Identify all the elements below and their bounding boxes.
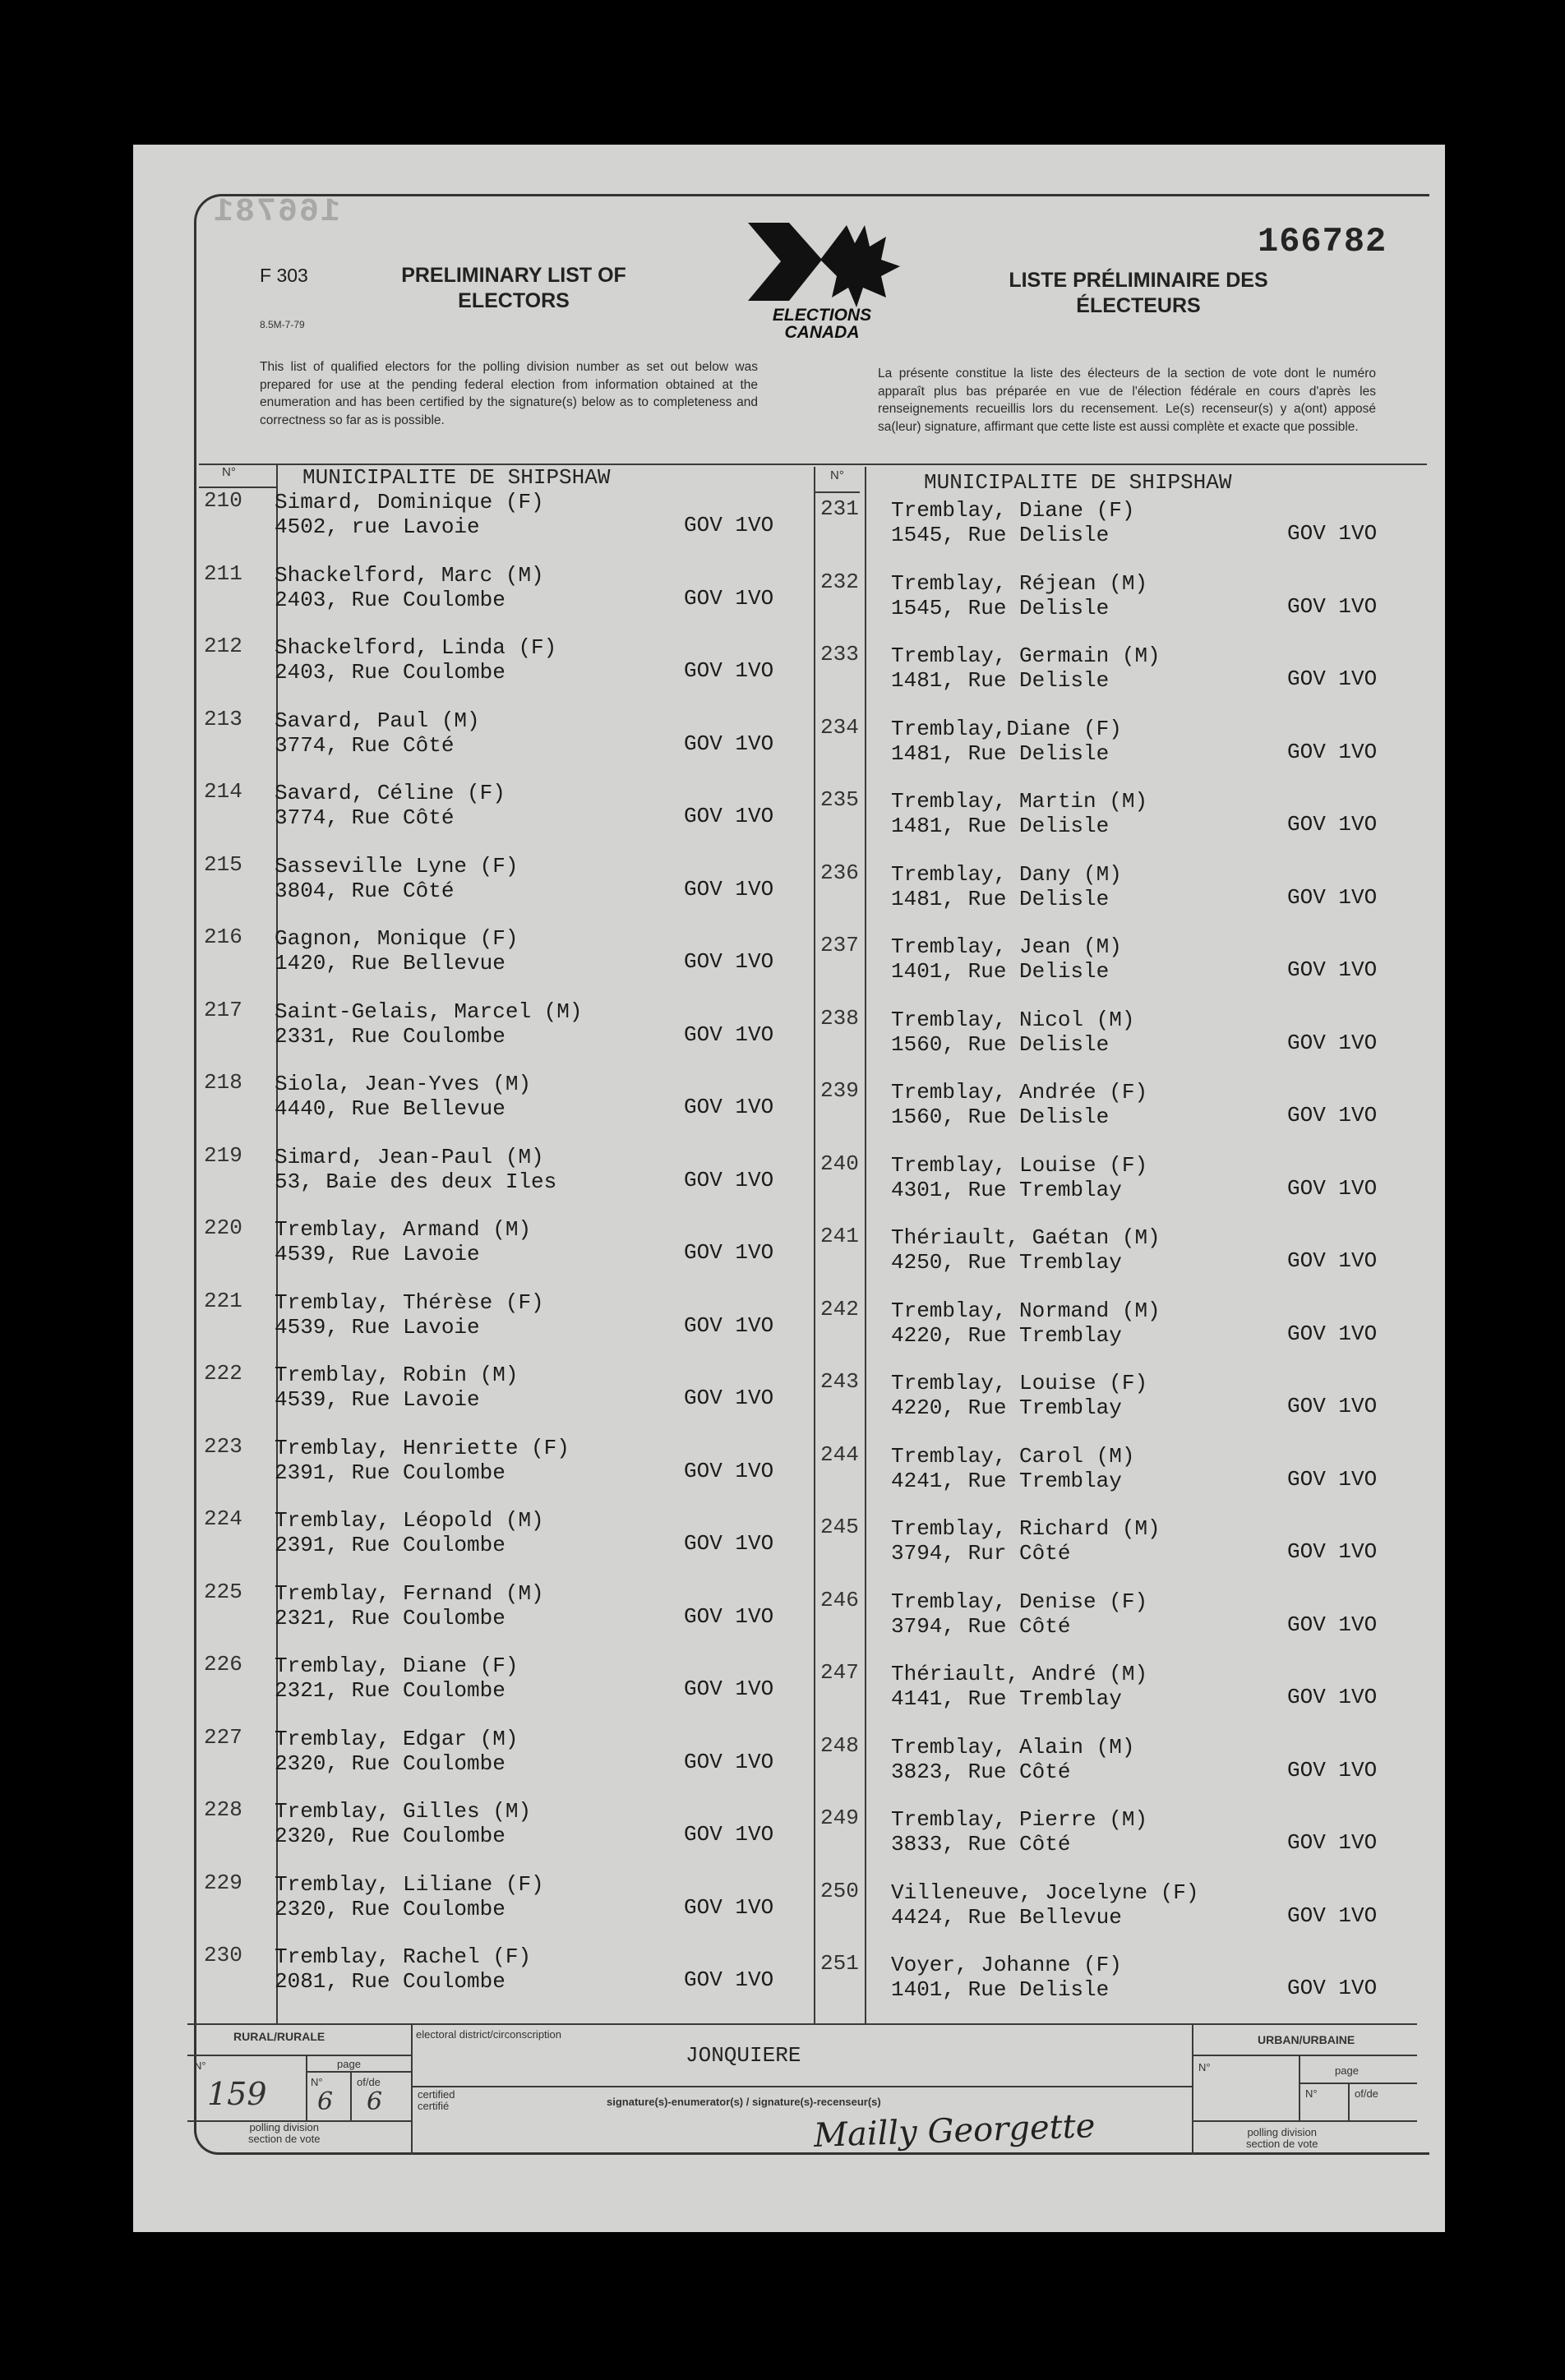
elector-name: Villeneuve, Jocelyne (F)	[891, 1880, 1199, 1905]
elector-number: 217	[204, 997, 242, 1022]
elector-postal-code: GOV 1VO	[684, 1749, 774, 1774]
elector-address: 2320, Rue Coulombe	[275, 1750, 506, 1776]
elector-name: Tremblay, Dany (M)	[891, 861, 1122, 887]
elector-name: Tremblay, Martin (M)	[891, 789, 1148, 814]
elector-address: 4220, Rue Tremblay	[891, 1322, 1122, 1348]
elector-address: 1481, Rue Delisle	[891, 740, 1110, 766]
elector-number: 235	[820, 787, 859, 812]
elector-postal-code: GOV 1VO	[1287, 1175, 1378, 1201]
maple-leaf-x-icon	[740, 219, 904, 309]
elector-name: Tremblay, Louise (F)	[891, 1371, 1148, 1395]
form-number: F 303	[260, 265, 308, 286]
elector-name: Gagnon, Monique (F)	[275, 926, 519, 951]
elector-address: 4241, Rue Tremblay	[891, 1468, 1122, 1493]
certified-label: certified certifié	[418, 2088, 455, 2112]
elector-name: Tremblay, Carol (M)	[891, 1443, 1135, 1469]
urban-no-label: N°	[1198, 2061, 1211, 2073]
elector-name: Tremblay, Rachel (F)	[275, 1944, 532, 1969]
form-serial-number: 166782	[1258, 222, 1387, 261]
enumerator-signature: Mailly Georgette	[813, 2107, 1096, 2155]
elector-address: 2320, Rue Coulombe	[275, 1896, 506, 1921]
elector-name: Tremblay, Diane (F)	[891, 498, 1135, 523]
elector-address: 2320, Rue Coulombe	[275, 1824, 506, 1848]
elector-name: Thériault, Gaétan (M)	[891, 1225, 1161, 1250]
elector-postal-code: GOV 1VO	[684, 1022, 774, 1047]
elector-number: 251	[820, 1951, 859, 1976]
elector-address: 2391, Rue Coulombe	[275, 1533, 506, 1557]
elector-postal-code: GOV 1VO	[684, 658, 774, 683]
elector-number: 223	[204, 1433, 242, 1459]
elector-number: 236	[820, 860, 859, 885]
elector-name: Tremblay, Germain (M)	[891, 643, 1161, 668]
elector-postal-code: GOV 1VO	[1287, 957, 1378, 982]
elector-postal-code: GOV 1VO	[684, 1531, 774, 1556]
elector-postal-code: GOV 1VO	[684, 1967, 774, 1992]
signature-label: signature(s)-enumerator(s) / signature(s)-recenseur(s)	[607, 2096, 881, 2108]
elector-number: 230	[204, 1943, 242, 1967]
elector-address: 1560, Rue Delisle	[891, 1031, 1110, 1057]
elector-address: 2403, Rue Coulombe	[275, 660, 506, 685]
elector-postal-code: GOV 1VO	[1287, 1757, 1378, 1783]
elector-number: 249	[820, 1806, 859, 1830]
elector-number: 234	[820, 714, 859, 740]
elector-address: 4539, Rue Lavoie	[275, 1387, 480, 1412]
elector-postal-code: GOV 1VO	[684, 585, 774, 611]
rural-label: RURAL/RURALE	[233, 2030, 325, 2043]
elector-address: 1481, Rue Delisle	[891, 814, 1110, 838]
elector-name: Siola, Jean-Yves (M)	[275, 1072, 532, 1096]
elector-postal-code: GOV 1VO	[684, 1386, 774, 1410]
elector-postal-code: GOV 1VO	[684, 1677, 774, 1701]
elector-postal-code: GOV 1VO	[1287, 1612, 1378, 1637]
elector-address: 4301, Rue Tremblay	[891, 1177, 1122, 1202]
elector-name: Tremblay, Pierre (M)	[891, 1807, 1148, 1832]
elector-name: Saint-Gelais, Marcel (M)	[275, 999, 583, 1024]
elector-postal-code: GOV 1VO	[1287, 1248, 1378, 1273]
urban-label: URBAN/URBAINE	[1258, 2033, 1355, 2046]
elector-name: Tremblay, Thérèse (F)	[275, 1289, 544, 1315]
intro-english: This list of qualified electors for the polling division number as set out below was prepared for use at the pending federal election from information obtained at the enumeration and has been certified by the signature(s) below as to completeness and correctness so far as is possible.	[260, 360, 758, 427]
elector-postal-code: GOV 1VO	[1287, 739, 1378, 764]
elector-postal-code: GOV 1VO	[1287, 812, 1378, 837]
elector-address: 3804, Rue Côté	[275, 878, 455, 903]
elector-postal-code: GOV 1VO	[1287, 1321, 1378, 1346]
elector-number: 220	[204, 1215, 242, 1240]
urban-of-label: of/de	[1355, 2087, 1378, 2100]
elector-address: 1481, Rue Delisle	[891, 886, 1110, 911]
elector-number: 233	[820, 642, 859, 666]
elector-address: 4250, Rue Tremblay	[891, 1250, 1122, 1275]
rural-page-label: page	[337, 2058, 361, 2070]
elector-postal-code: GOV 1VO	[1287, 1030, 1378, 1055]
elector-address: 1560, Rue Delisle	[891, 1105, 1110, 1129]
elector-postal-code: GOV 1VO	[684, 1822, 774, 1847]
intro-french: La présente constitue la liste des électeurs de la section de vote dont le numéro apparaît plus bas préparée en vue de l'élection fédérale en cours d'après les renseignements recueillis lors du recensement. Le(s) recenseur(s) y a(ont) apposé sa(leur) signature, affirmant que cette liste est aussi complète et exacte que possible.	[878, 367, 1376, 434]
elector-number: 247	[820, 1660, 859, 1685]
polling-division-number: 159	[207, 2076, 267, 2112]
elector-number: 241	[820, 1224, 859, 1248]
elector-number: 248	[820, 1732, 859, 1758]
ghost-stamp: 166781	[212, 194, 341, 231]
page-of-number: 6	[367, 2087, 383, 2116]
elector-number: 240	[820, 1151, 859, 1176]
elector-name: Tremblay, Armand (M)	[275, 1217, 532, 1242]
elector-address: 4502, rue Lavoie	[275, 514, 480, 539]
elector-postal-code: GOV 1VO	[684, 1095, 774, 1119]
elector-postal-code: GOV 1VO	[1287, 1539, 1378, 1564]
elector-postal-code: GOV 1VO	[1287, 1466, 1378, 1492]
elector-name: Savard, Paul (M)	[275, 708, 480, 733]
elector-postal-code: GOV 1VO	[684, 731, 774, 756]
elector-number: 227	[204, 1724, 242, 1750]
elector-address: 3774, Rue Côté	[275, 805, 455, 830]
elector-number: 242	[820, 1296, 859, 1321]
elector-postal-code: GOV 1VO	[1287, 521, 1378, 546]
urban-polling-division-label: polling division section de vote	[1246, 2126, 1318, 2150]
elector-number: 212	[204, 634, 242, 658]
elector-name: Tremblay, Léopold (M)	[275, 1508, 544, 1533]
elector-name: Shackelford, Marc (M)	[275, 562, 544, 588]
elector-name: Sasseville Lyne (F)	[275, 853, 519, 879]
elector-address: 2081, Rue Coulombe	[275, 1969, 506, 1994]
elector-name: Tremblay, Fernand (M)	[275, 1580, 544, 1606]
elector-name: Tremblay, Denise (F)	[891, 1589, 1148, 1614]
elector-address: 2321, Rue Coulombe	[275, 1605, 506, 1630]
elector-number: 213	[204, 706, 242, 731]
municipality-left: MUNICIPALITE DE SHIPSHAW	[302, 465, 611, 490]
column-header-no-right: N°	[830, 468, 844, 482]
elector-address: 2391, Rue Coulombe	[275, 1460, 506, 1485]
elector-address: 3794, Rur Côté	[891, 1541, 1071, 1566]
elector-name: Savard, Céline (F)	[275, 781, 506, 805]
elector-number: 219	[204, 1142, 242, 1168]
elector-postal-code: GOV 1VO	[684, 1240, 774, 1265]
elector-name: Voyer, Johanne (F)	[891, 1953, 1122, 1977]
elector-address: 1401, Rue Delisle	[891, 959, 1110, 984]
municipality-right: MUNICIPALITE DE SHIPSHAW	[924, 470, 1232, 495]
elector-number: 225	[204, 1579, 242, 1604]
elector-address: 4220, Rue Tremblay	[891, 1395, 1122, 1420]
elector-number: 214	[204, 779, 242, 804]
elector-number: 211	[204, 560, 242, 586]
elector-postal-code: GOV 1VO	[684, 804, 774, 828]
urban-page-label: page	[1335, 2064, 1359, 2077]
elector-number: 232	[820, 569, 859, 594]
logo-text-canada: CANADA	[784, 323, 860, 342]
elector-number: 245	[820, 1515, 859, 1539]
elector-name: Tremblay, Gilles (M)	[275, 1799, 532, 1824]
elector-address: 2331, Rue Coulombe	[275, 1023, 506, 1049]
elector-number: 226	[204, 1652, 242, 1677]
elector-address: 53, Baie des deux Iles	[275, 1169, 557, 1194]
elector-postal-code: GOV 1VO	[1287, 1976, 1378, 2000]
elector-name: Tremblay, Andrée (F)	[891, 1080, 1148, 1105]
elector-address: 4539, Rue Lavoie	[275, 1314, 480, 1340]
rural-no-label: N°	[194, 2059, 206, 2072]
column-header-no-left: N°	[222, 465, 236, 479]
elector-number: 216	[204, 925, 242, 949]
elector-name: Tremblay,Diane (F)	[891, 716, 1122, 741]
elector-number: 215	[204, 851, 242, 877]
elector-postal-code: GOV 1VO	[684, 1458, 774, 1483]
elector-number: 237	[820, 933, 859, 957]
elector-postal-code: GOV 1VO	[684, 513, 774, 537]
elector-name: Tremblay, Alain (M)	[891, 1734, 1135, 1760]
elector-number: 231	[820, 496, 859, 521]
elector-postal-code: GOV 1VO	[1287, 1830, 1378, 1855]
elector-postal-code: GOV 1VO	[1287, 1394, 1378, 1418]
elector-name: Tremblay, Louise (F)	[891, 1152, 1148, 1178]
elector-name: Simard, Dominique (F)	[275, 490, 544, 514]
elector-postal-code: GOV 1VO	[1287, 593, 1378, 619]
elector-name: Thériault, André (M)	[891, 1662, 1148, 1686]
elector-name: Tremblay, Nicol (M)	[891, 1007, 1135, 1032]
elector-postal-code: GOV 1VO	[1287, 666, 1378, 691]
elections-canada-logo	[740, 219, 904, 342]
title-french: LISTE PRÉLIMINAIRE DES ÉLECTEURS	[1009, 269, 1268, 317]
elector-number: 222	[204, 1361, 242, 1386]
elector-postal-code: GOV 1VO	[1287, 884, 1378, 910]
elector-number: 221	[204, 1288, 242, 1313]
elector-address: 3823, Rue Côté	[891, 1759, 1071, 1784]
elector-name: Simard, Jean-Paul (M)	[275, 1144, 544, 1169]
elector-address: 4141, Rue Tremblay	[891, 1686, 1122, 1711]
elector-address: 1401, Rue Delisle	[891, 1977, 1110, 2002]
elector-address: 1420, Rue Bellevue	[275, 951, 506, 976]
elector-name: Tremblay, Diane (F)	[275, 1654, 519, 1678]
elector-name: Tremblay, Richard (M)	[891, 1516, 1161, 1541]
elector-number: 243	[820, 1369, 859, 1394]
urban-page-no-label: N°	[1305, 2087, 1318, 2100]
elector-address: 3794, Rue Côté	[891, 1613, 1071, 1639]
elector-address: 2321, Rue Coulombe	[275, 1678, 506, 1703]
elector-postal-code: GOV 1VO	[684, 876, 774, 902]
rural-of-label: of/de	[357, 2076, 381, 2088]
elector-postal-code: GOV 1VO	[684, 949, 774, 974]
logo-text-elections: ELECTIONS	[772, 306, 872, 325]
elector-postal-code: GOV 1VO	[684, 1894, 774, 1920]
elector-number: 239	[820, 1078, 859, 1103]
elector-postal-code: GOV 1VO	[1287, 1103, 1378, 1128]
rural-page-no-label: N°	[311, 2076, 323, 2088]
elector-number: 250	[820, 1878, 859, 1903]
elector-number: 218	[204, 1070, 242, 1095]
elector-address: 1481, Rue Delisle	[891, 668, 1110, 693]
elector-address: 4539, Rue Lavoie	[275, 1242, 480, 1266]
elector-name: Tremblay, Réjean (M)	[891, 570, 1148, 596]
elector-address: 1545, Rue Delisle	[891, 523, 1110, 547]
elector-number: 244	[820, 1441, 859, 1467]
elector-postal-code: GOV 1VO	[684, 1603, 774, 1629]
elector-postal-code: GOV 1VO	[684, 1167, 774, 1192]
form-code: 8.5M-7-79	[260, 319, 305, 330]
title-english: PRELIMINARY LIST OF ELECTORS	[401, 264, 626, 312]
elector-name: Tremblay, Edgar (M)	[275, 1726, 519, 1751]
elector-number: 238	[820, 1005, 859, 1031]
elector-postal-code: GOV 1VO	[684, 1312, 774, 1338]
elector-address: 1545, Rue Delisle	[891, 595, 1110, 620]
elector-name: Tremblay, Henriette (F)	[275, 1435, 570, 1460]
elector-number: 228	[204, 1797, 242, 1822]
elector-postal-code: GOV 1VO	[1287, 1903, 1378, 1928]
elector-number: 246	[820, 1587, 859, 1612]
elector-name: Tremblay, Liliane (F)	[275, 1871, 544, 1897]
elector-address: 4440, Rue Bellevue	[275, 1096, 506, 1121]
elector-name: Tremblay, Jean (M)	[891, 934, 1122, 959]
elector-name: Shackelford, Linda (F)	[275, 635, 557, 660]
district-label: electoral district/circonscription	[416, 2028, 562, 2041]
elector-address: 4424, Rue Bellevue	[891, 1904, 1122, 1930]
elector-name: Tremblay, Robin (M)	[275, 1363, 519, 1387]
elector-postal-code: GOV 1VO	[1287, 1685, 1378, 1709]
elector-name: Tremblay, Normand (M)	[891, 1298, 1161, 1323]
page-number: 6	[317, 2087, 334, 2116]
rural-polling-division-label: polling division section de vote	[248, 2121, 321, 2145]
elector-address: 2403, Rue Coulombe	[275, 587, 506, 612]
elector-number: 210	[204, 488, 242, 513]
elector-address: 3833, Rue Côté	[891, 1832, 1071, 1856]
elector-number: 224	[204, 1506, 242, 1531]
elector-address: 3774, Rue Côté	[275, 732, 455, 758]
electoral-district: JONQUIERE	[686, 2043, 801, 2068]
elector-number: 229	[204, 1870, 242, 1895]
